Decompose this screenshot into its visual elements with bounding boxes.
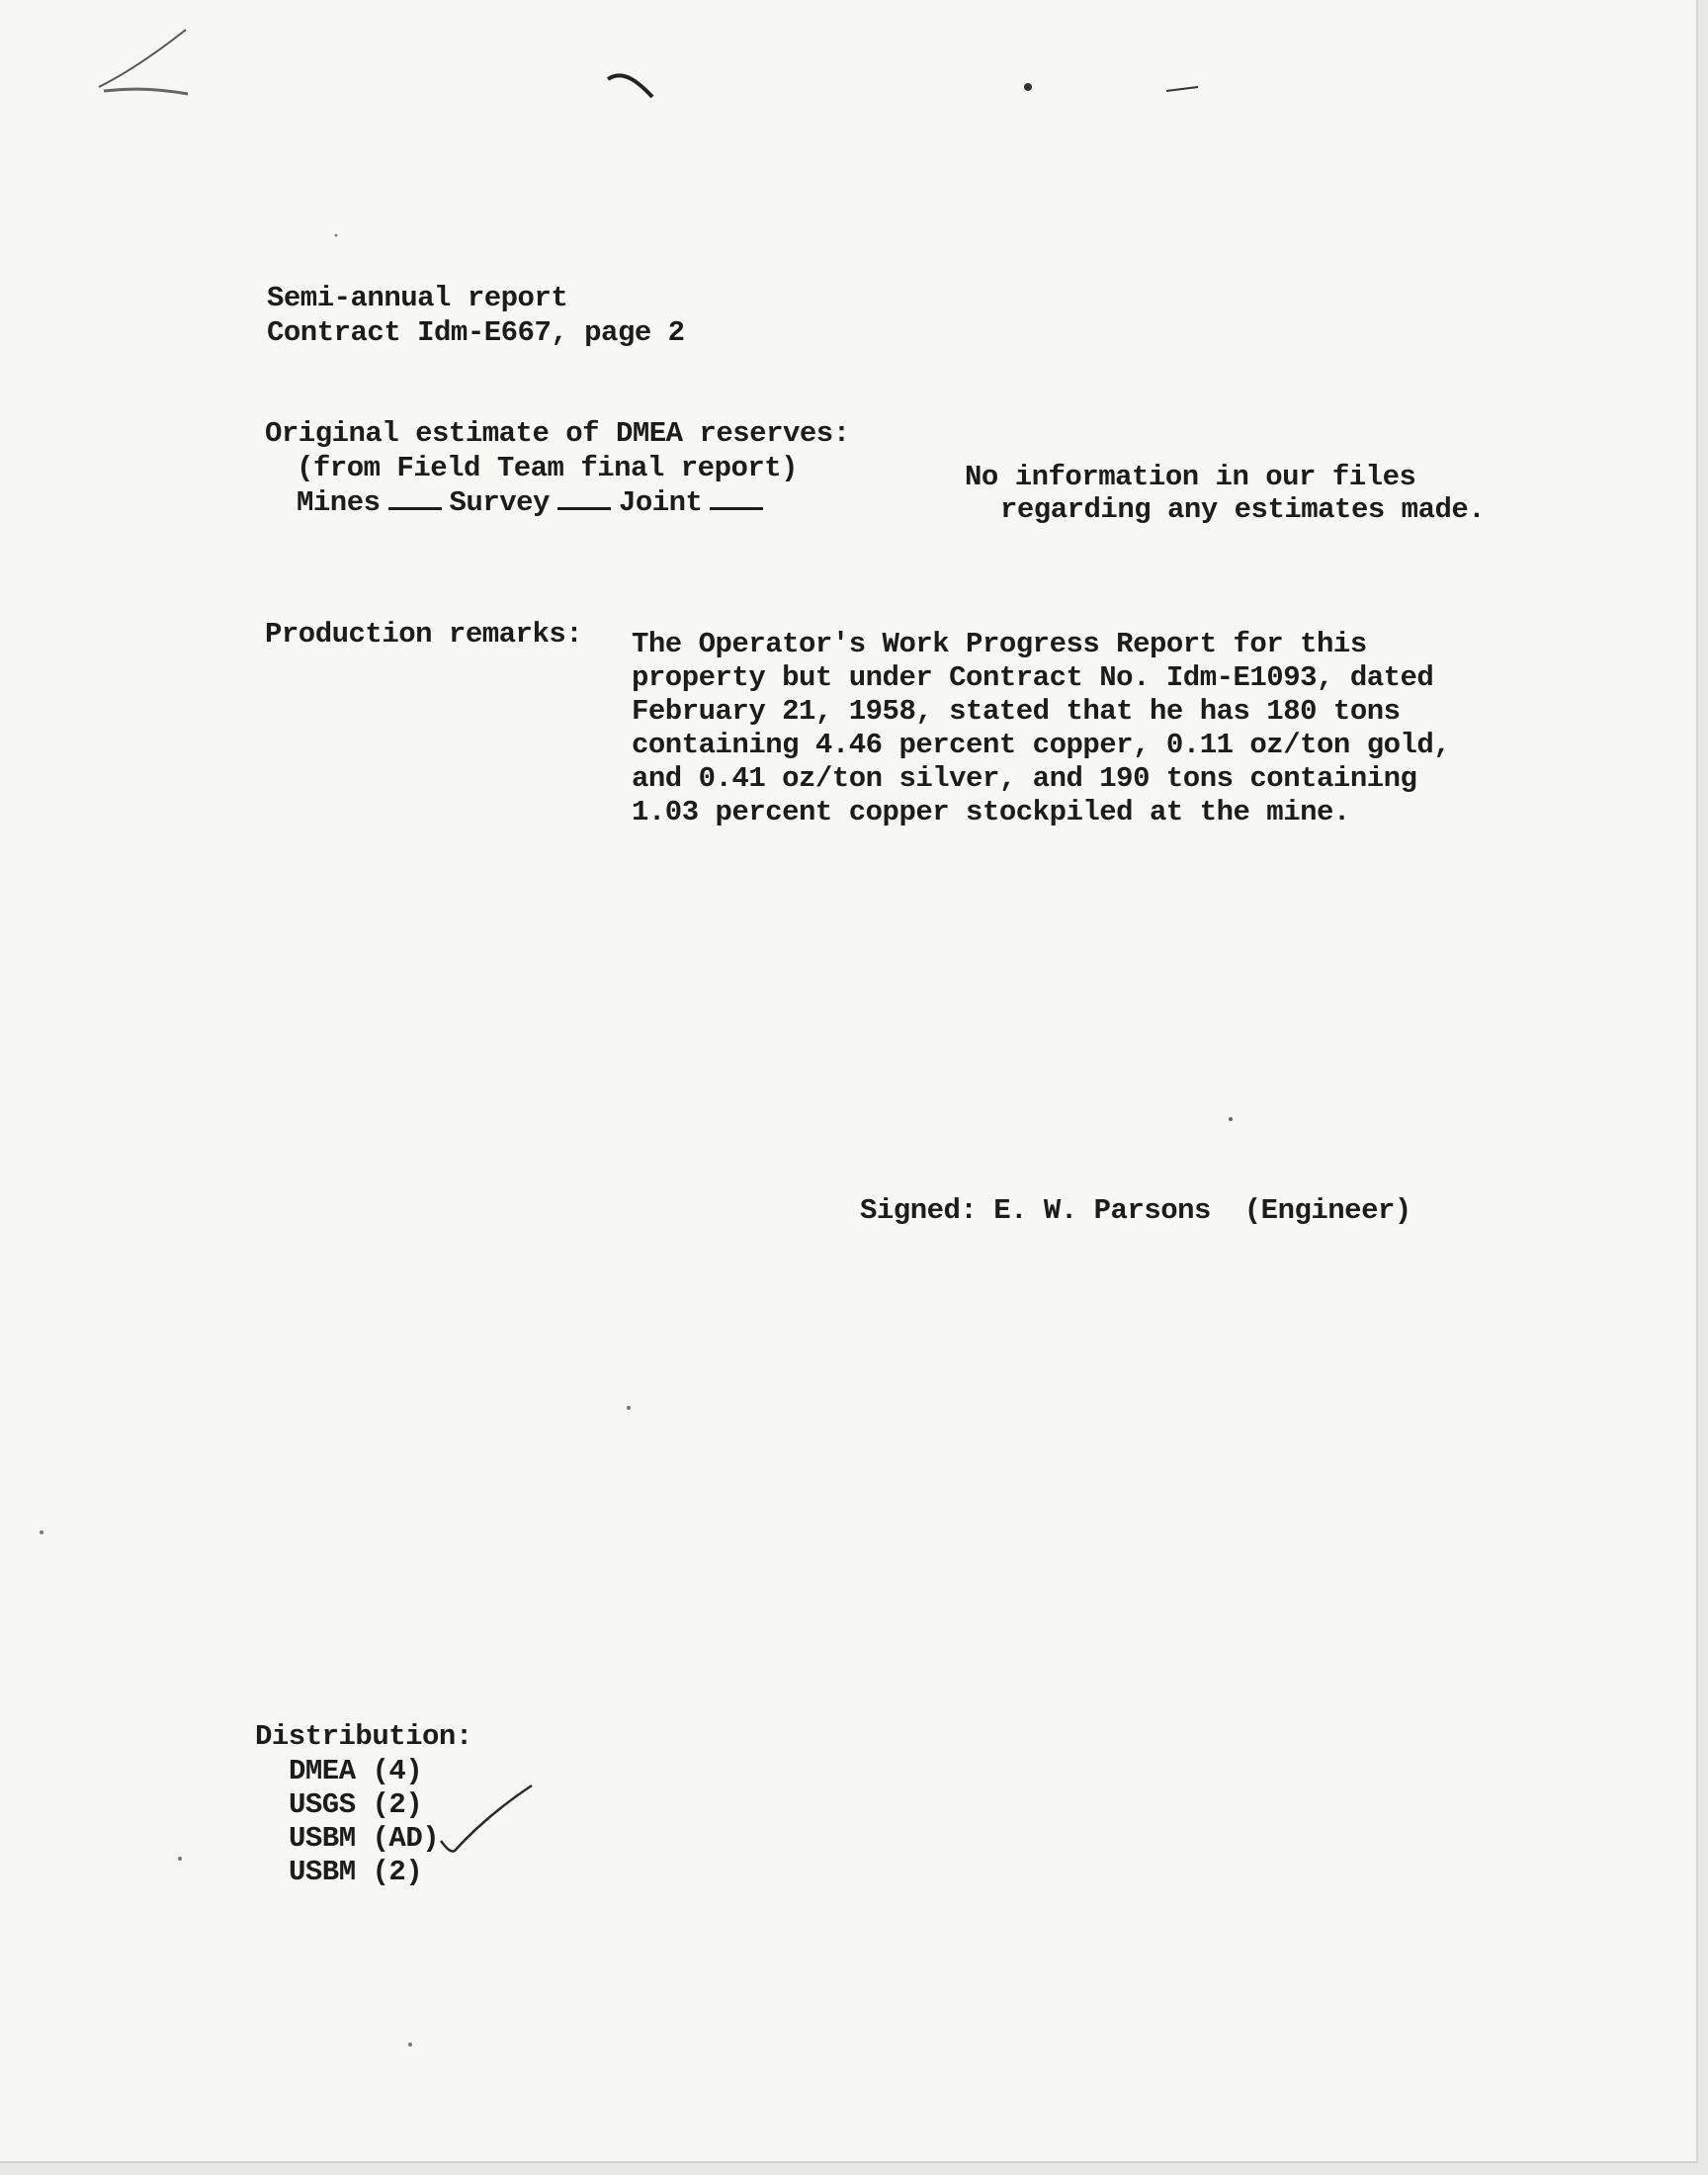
contract-page-line: Contract Idm-E667, page 2 [267, 316, 685, 349]
speck [627, 1406, 631, 1410]
survey-label: Survey [449, 486, 550, 519]
joint-label: Joint [618, 486, 703, 519]
speck [408, 2043, 412, 2046]
production-line: containing 4.46 percent copper, 0.11 oz/ton gold, [632, 729, 1451, 761]
production-line: 1.03 percent copper stockpiled at the mine. [632, 796, 1350, 828]
pencil-smudge [104, 89, 188, 94]
reserves-note-line-1: No information in our files [965, 461, 1416, 493]
production-line: property but under Contract No. Idm-E1093, dated [632, 661, 1434, 694]
joint-blank [710, 487, 763, 510]
ink-dash [1166, 87, 1198, 91]
distribution-item: USBM (AD) [289, 1822, 440, 1855]
reserves-options-row [297, 486, 771, 520]
checkmark-icon [441, 1785, 532, 1852]
production-label: Production remarks: [265, 618, 583, 651]
production-line: The Operator's Work Progress Report for this [632, 628, 1367, 660]
ink-mark [608, 75, 652, 97]
distribution-item: USGS (2) [289, 1788, 423, 1821]
distribution-item: USBM (2) [289, 1856, 423, 1888]
distribution-label: Distribution: [255, 1720, 472, 1753]
distribution-item: DMEA (4) [289, 1755, 423, 1787]
speck [178, 1857, 182, 1861]
speck [335, 234, 338, 237]
survey-blank [557, 487, 611, 510]
speck [40, 1530, 43, 1534]
production-line: February 21, 1958, stated that he has 180 tons [632, 695, 1401, 728]
reserves-source: (from Field Team final report) [297, 452, 799, 484]
signature-line: Signed: E. W. Parsons (Engineer) [860, 1194, 1411, 1227]
mines-blank [388, 487, 442, 510]
mines-label: Mines [297, 486, 381, 519]
pencil-scribble [99, 30, 186, 87]
speck [1229, 1117, 1233, 1121]
report-title: Semi-annual report [267, 282, 568, 314]
production-line: and 0.41 oz/ton silver, and 190 tons containing [632, 762, 1417, 795]
reserves-label: Original estimate of DMEA reserves: [265, 417, 850, 450]
reserves-note-line-2: regarding any estimates made. [1000, 493, 1486, 526]
ink-dot [1024, 83, 1032, 91]
